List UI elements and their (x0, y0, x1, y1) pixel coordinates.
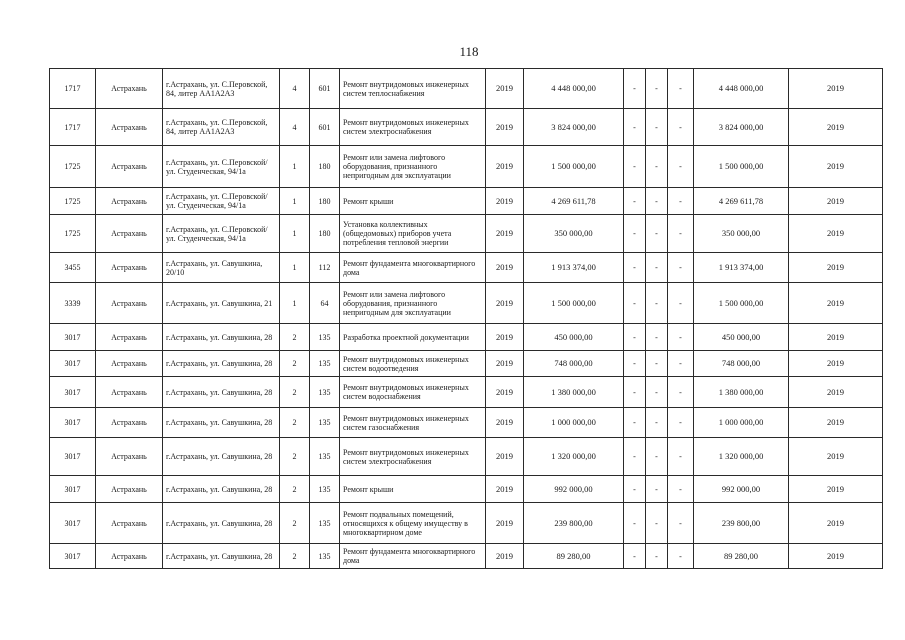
floors-cell: 2 (280, 503, 310, 544)
fund-source-2-cell: - (646, 324, 668, 351)
area-cell: 135 (310, 377, 340, 408)
work-type-cell: Ремонт фундамента многоквартирного дома (340, 544, 486, 569)
year-cell: 2019 (486, 283, 524, 324)
total-cost-cell: 748 000,00 (694, 351, 789, 377)
cost-cell: 1 500 000,00 (524, 146, 624, 188)
area-cell: 180 (310, 146, 340, 188)
city-cell: Астрахань (96, 283, 163, 324)
city-cell: Астрахань (96, 438, 163, 476)
table-row (50, 324, 883, 351)
cost-cell: 4 269 611,78 (524, 188, 624, 215)
table-row (50, 408, 883, 438)
table-row (50, 69, 883, 109)
table-row (50, 109, 883, 146)
area-cell: 601 (310, 109, 340, 146)
fund-source-1-cell: - (624, 351, 646, 377)
area-cell: 180 (310, 188, 340, 215)
fund-source-2-cell: - (646, 69, 668, 109)
cost-cell: 350 000,00 (524, 215, 624, 253)
work-type-cell: Ремонт внутридомовых инженерных систем газоснабжения (340, 408, 486, 438)
house-code-cell: 1725 (50, 146, 96, 188)
city-cell: Астрахань (96, 188, 163, 215)
work-type-cell: Ремонт или замена лифтового оборудования, признанного непригодным для эксплуатации (340, 146, 486, 188)
fund-source-3-cell: - (668, 109, 694, 146)
city-cell: Астрахань (96, 215, 163, 253)
fund-source-2-cell: - (646, 188, 668, 215)
fund-source-2-cell: - (646, 476, 668, 503)
house-code-cell: 3455 (50, 253, 96, 283)
area-cell: 135 (310, 408, 340, 438)
house-code-cell: 1725 (50, 215, 96, 253)
table-row (50, 503, 883, 544)
city-cell: Астрахань (96, 109, 163, 146)
year-cell: 2019 (486, 438, 524, 476)
fund-source-2-cell: - (646, 503, 668, 544)
area-cell: 135 (310, 324, 340, 351)
address-cell: г.Астрахань, ул. Савушкина, 28 (163, 476, 280, 503)
completion-year-cell: 2019 (789, 476, 883, 503)
floors-cell: 1 (280, 215, 310, 253)
city-cell: Астрахань (96, 476, 163, 503)
total-cost-cell: 1 380 000,00 (694, 377, 789, 408)
area-cell: 135 (310, 544, 340, 569)
floors-cell: 1 (280, 283, 310, 324)
house-code-cell: 3017 (50, 377, 96, 408)
area-cell: 64 (310, 283, 340, 324)
cost-cell: 748 000,00 (524, 351, 624, 377)
address-cell: г.Астрахань, ул. С.Перовской/ ул. Студенческая, 94/1а (163, 188, 280, 215)
year-cell: 2019 (486, 503, 524, 544)
completion-year-cell: 2019 (789, 283, 883, 324)
year-cell: 2019 (486, 377, 524, 408)
completion-year-cell: 2019 (789, 188, 883, 215)
city-cell: Астрахань (96, 377, 163, 408)
area-cell: 135 (310, 438, 340, 476)
cost-cell: 1 913 374,00 (524, 253, 624, 283)
floors-cell: 4 (280, 69, 310, 109)
work-type-cell: Установка коллективных (общедомовых) приборов учета потребления тепловой энергии (340, 215, 486, 253)
year-cell: 2019 (486, 544, 524, 569)
house-code-cell: 3017 (50, 324, 96, 351)
cost-cell: 4 448 000,00 (524, 69, 624, 109)
table-body (50, 69, 883, 569)
completion-year-cell: 2019 (789, 324, 883, 351)
area-cell: 135 (310, 503, 340, 544)
house-code-cell: 3017 (50, 503, 96, 544)
house-code-cell: 3017 (50, 408, 96, 438)
house-code-cell: 3017 (50, 476, 96, 503)
cost-cell: 89 280,00 (524, 544, 624, 569)
fund-source-1-cell: - (624, 324, 646, 351)
area-cell: 112 (310, 253, 340, 283)
work-type-cell: Ремонт фундамента многоквартирного дома (340, 253, 486, 283)
fund-source-1-cell: - (624, 146, 646, 188)
year-cell: 2019 (486, 215, 524, 253)
work-type-cell: Ремонт крыши (340, 476, 486, 503)
floors-cell: 2 (280, 351, 310, 377)
total-cost-cell: 3 824 000,00 (694, 109, 789, 146)
cost-cell: 450 000,00 (524, 324, 624, 351)
fund-source-3-cell: - (668, 377, 694, 408)
fund-source-2-cell: - (646, 408, 668, 438)
address-cell: г.Астрахань, ул. С.Перовской/ ул. Студенческая, 94/1а (163, 215, 280, 253)
cost-cell: 239 800,00 (524, 503, 624, 544)
completion-year-cell: 2019 (789, 503, 883, 544)
completion-year-cell: 2019 (789, 215, 883, 253)
floors-cell: 2 (280, 377, 310, 408)
fund-source-3-cell: - (668, 215, 694, 253)
total-cost-cell: 992 000,00 (694, 476, 789, 503)
fund-source-1-cell: - (624, 408, 646, 438)
work-type-cell: Ремонт подвальных помещений, относящихся к общему имуществу в многоквартирном доме (340, 503, 486, 544)
completion-year-cell: 2019 (789, 146, 883, 188)
fund-source-3-cell: - (668, 544, 694, 569)
fund-source-1-cell: - (624, 69, 646, 109)
fund-source-2-cell: - (646, 283, 668, 324)
fund-source-3-cell: - (668, 188, 694, 215)
house-code-cell: 1717 (50, 109, 96, 146)
fund-source-3-cell: - (668, 69, 694, 109)
completion-year-cell: 2019 (789, 109, 883, 146)
fund-source-1-cell: - (624, 253, 646, 283)
floors-cell: 2 (280, 408, 310, 438)
table-row (50, 283, 883, 324)
completion-year-cell: 2019 (789, 69, 883, 109)
fund-source-3-cell: - (668, 283, 694, 324)
total-cost-cell: 1 000 000,00 (694, 408, 789, 438)
city-cell: Астрахань (96, 408, 163, 438)
city-cell: Астрахань (96, 253, 163, 283)
table-row (50, 377, 883, 408)
table-row (50, 215, 883, 253)
city-cell: Астрахань (96, 503, 163, 544)
address-cell: г.Астрахань, ул. Савушкина, 28 (163, 324, 280, 351)
completion-year-cell: 2019 (789, 377, 883, 408)
address-cell: г.Астрахань, ул. Савушкина, 20/10 (163, 253, 280, 283)
fund-source-2-cell: - (646, 253, 668, 283)
table-row (50, 146, 883, 188)
year-cell: 2019 (486, 69, 524, 109)
address-cell: г.Астрахань, ул. Савушкина, 28 (163, 351, 280, 377)
fund-source-2-cell: - (646, 215, 668, 253)
address-cell: г.Астрахань, ул. Савушкина, 28 (163, 438, 280, 476)
completion-year-cell: 2019 (789, 351, 883, 377)
city-cell: Астрахань (96, 324, 163, 351)
year-cell: 2019 (486, 146, 524, 188)
address-cell: г.Астрахань, ул. С.Перовской, 84, литер АА1А2А3 (163, 69, 280, 109)
fund-source-3-cell: - (668, 146, 694, 188)
cost-cell: 3 824 000,00 (524, 109, 624, 146)
floors-cell: 2 (280, 544, 310, 569)
total-cost-cell: 89 280,00 (694, 544, 789, 569)
cost-cell: 1 500 000,00 (524, 283, 624, 324)
cost-cell: 1 320 000,00 (524, 438, 624, 476)
house-code-cell: 1725 (50, 188, 96, 215)
fund-source-1-cell: - (624, 503, 646, 544)
area-cell: 180 (310, 215, 340, 253)
house-code-cell: 3339 (50, 283, 96, 324)
fund-source-3-cell: - (668, 324, 694, 351)
fund-source-1-cell: - (624, 438, 646, 476)
table-row (50, 438, 883, 476)
total-cost-cell: 450 000,00 (694, 324, 789, 351)
floors-cell: 1 (280, 253, 310, 283)
year-cell: 2019 (486, 188, 524, 215)
work-type-cell: Ремонт или замена лифтового оборудования, признанного непригодным для эксплуатации (340, 283, 486, 324)
house-code-cell: 3017 (50, 351, 96, 377)
total-cost-cell: 4 448 000,00 (694, 69, 789, 109)
floors-cell: 1 (280, 188, 310, 215)
fund-source-3-cell: - (668, 503, 694, 544)
city-cell: Астрахань (96, 69, 163, 109)
fund-source-1-cell: - (624, 188, 646, 215)
fund-source-3-cell: - (668, 253, 694, 283)
house-code-cell: 3017 (50, 544, 96, 569)
area-cell: 601 (310, 69, 340, 109)
work-type-cell: Ремонт внутридомовых инженерных систем теплоснабжения (340, 69, 486, 109)
fund-source-2-cell: - (646, 146, 668, 188)
fund-source-3-cell: - (668, 476, 694, 503)
work-type-cell: Ремонт крыши (340, 188, 486, 215)
total-cost-cell: 1 500 000,00 (694, 283, 789, 324)
city-cell: Астрахань (96, 351, 163, 377)
address-cell: г.Астрахань, ул. Савушкина, 28 (163, 377, 280, 408)
floors-cell: 2 (280, 476, 310, 503)
address-cell: г.Астрахань, ул. Савушкина, 28 (163, 408, 280, 438)
floors-cell: 1 (280, 146, 310, 188)
completion-year-cell: 2019 (789, 438, 883, 476)
city-cell: Астрахань (96, 146, 163, 188)
work-type-cell: Разработка проектной документации (340, 324, 486, 351)
fund-source-3-cell: - (668, 408, 694, 438)
city-cell: Астрахань (96, 544, 163, 569)
house-code-cell: 3017 (50, 438, 96, 476)
cost-cell: 1 380 000,00 (524, 377, 624, 408)
table-row (50, 188, 883, 215)
cost-cell: 1 000 000,00 (524, 408, 624, 438)
floors-cell: 2 (280, 324, 310, 351)
fund-source-1-cell: - (624, 476, 646, 503)
total-cost-cell: 1 320 000,00 (694, 438, 789, 476)
capital-repair-table (49, 68, 883, 569)
fund-source-1-cell: - (624, 283, 646, 324)
fund-source-2-cell: - (646, 109, 668, 146)
total-cost-cell: 1 913 374,00 (694, 253, 789, 283)
page-number: 118 (459, 44, 479, 59)
address-cell: г.Астрахань, ул. Савушкина, 21 (163, 283, 280, 324)
completion-year-cell: 2019 (789, 253, 883, 283)
address-cell: г.Астрахань, ул. С.Перовской/ ул. Студенческая, 94/1а (163, 146, 280, 188)
fund-source-2-cell: - (646, 377, 668, 408)
year-cell: 2019 (486, 324, 524, 351)
table-row (50, 253, 883, 283)
work-type-cell: Ремонт внутридомовых инженерных систем водоотведения (340, 351, 486, 377)
address-cell: г.Астрахань, ул. Савушкина, 28 (163, 503, 280, 544)
floors-cell: 4 (280, 109, 310, 146)
table-row (50, 544, 883, 569)
year-cell: 2019 (486, 109, 524, 146)
address-cell: г.Астрахань, ул. С.Перовской, 84, литер АА1А2А3 (163, 109, 280, 146)
fund-source-3-cell: - (668, 351, 694, 377)
year-cell: 2019 (486, 476, 524, 503)
work-type-cell: Ремонт внутридомовых инженерных систем электроснабжения (340, 109, 486, 146)
total-cost-cell: 350 000,00 (694, 215, 789, 253)
fund-source-2-cell: - (646, 351, 668, 377)
table-row (50, 351, 883, 377)
fund-source-1-cell: - (624, 109, 646, 146)
year-cell: 2019 (486, 351, 524, 377)
fund-source-3-cell: - (668, 438, 694, 476)
year-cell: 2019 (486, 253, 524, 283)
table-row (50, 476, 883, 503)
house-code-cell: 1717 (50, 69, 96, 109)
fund-source-2-cell: - (646, 438, 668, 476)
cost-cell: 992 000,00 (524, 476, 624, 503)
total-cost-cell: 239 800,00 (694, 503, 789, 544)
fund-source-1-cell: - (624, 377, 646, 408)
total-cost-cell: 4 269 611,78 (694, 188, 789, 215)
floors-cell: 2 (280, 438, 310, 476)
work-type-cell: Ремонт внутридомовых инженерных систем электроснабжения (340, 438, 486, 476)
work-type-cell: Ремонт внутридомовых инженерных систем водоснабжения (340, 377, 486, 408)
completion-year-cell: 2019 (789, 408, 883, 438)
area-cell: 135 (310, 476, 340, 503)
address-cell: г.Астрахань, ул. Савушкина, 28 (163, 544, 280, 569)
fund-source-2-cell: - (646, 544, 668, 569)
completion-year-cell: 2019 (789, 544, 883, 569)
total-cost-cell: 1 500 000,00 (694, 146, 789, 188)
fund-source-1-cell: - (624, 544, 646, 569)
fund-source-1-cell: - (624, 215, 646, 253)
year-cell: 2019 (486, 408, 524, 438)
area-cell: 135 (310, 351, 340, 377)
